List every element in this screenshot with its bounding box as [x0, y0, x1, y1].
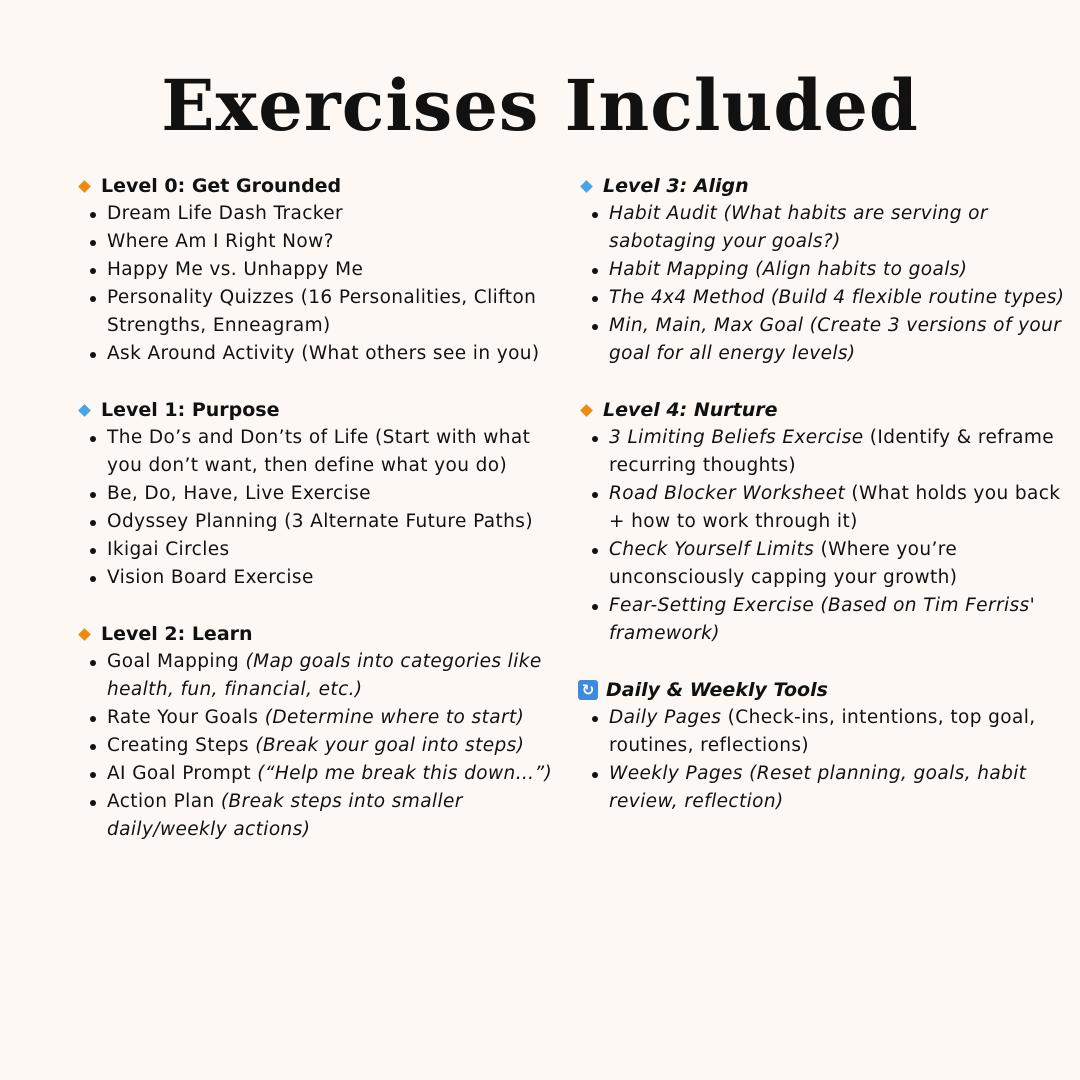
list-item: Be, Do, Have, Live Exercise: [76, 480, 566, 508]
exercise-list: [76, 200, 566, 368]
item-note: (Break your goal into steps): [255, 735, 525, 756]
list-item: Where Am I Right Now?: [76, 228, 566, 256]
list-item: Vision Board Exercise: [76, 564, 566, 592]
section-heading-label: Level 2: Learn: [101, 623, 253, 645]
list-item: Happy Me vs. Unhappy Me: [76, 256, 566, 284]
list-item: Habit Audit (What habits are serving or sabotaging your goals?): [578, 200, 1068, 256]
section-heading: [76, 396, 566, 424]
list-item: Min, Main, Max Goal (Create 3 versions of your goal for all energy levels): [578, 312, 1068, 368]
item-note: (Identify & reframe recurring thoughts): [609, 427, 1055, 476]
list-item: Ask Around Activity (What others see in you): [76, 340, 566, 368]
list-item: [578, 704, 1068, 760]
section-heading: [76, 620, 566, 648]
section-level-0: [76, 172, 566, 368]
item-title: Road Blocker Worksheet: [609, 483, 846, 504]
item-title: AI Goal Prompt: [107, 763, 258, 784]
section-level-1: [76, 396, 566, 592]
section-heading-label: Level 3: Align: [603, 175, 749, 197]
section-heading: [578, 172, 1068, 200]
list-item: [578, 536, 1068, 592]
orange-diamond-icon: [580, 404, 593, 417]
list-item: [76, 704, 566, 732]
section-heading: [578, 396, 1068, 424]
item-title: Weekly Pages (Reset planning, goals, habit review, reflection): [609, 763, 1027, 812]
section-heading-label: Level 0: Get Grounded: [101, 175, 342, 197]
section-heading: [76, 172, 566, 200]
list-item: Dream Life Dash Tracker: [76, 200, 566, 228]
section-heading-label: Level 1: Purpose: [101, 399, 280, 421]
page-title: Exercises Included: [161, 64, 919, 147]
list-item: [578, 592, 1068, 648]
item-note: (What holds you back + how to work through it): [609, 483, 1061, 532]
section-level-4: [578, 396, 1068, 648]
section-level-3: [578, 172, 1068, 368]
section-daily-weekly-tools: [578, 676, 1068, 816]
list-item: The Do’s and Don’ts of Life (Start with what you don’t want, then define what you do): [76, 424, 566, 480]
list-item: Personality Quizzes (16 Personalities, Clifton Strengths, Enneagram): [76, 284, 566, 340]
item-note: (Where you’re unconsciously capping your growth): [609, 539, 958, 588]
item-title: Creating Steps: [107, 735, 256, 756]
refresh-icon: ↻: [578, 680, 598, 700]
list-item: Ikigai Circles: [76, 536, 566, 564]
list-item: [578, 480, 1068, 536]
section-heading: [578, 676, 1068, 704]
item-title: Action Plan: [107, 791, 221, 812]
right-column: [578, 172, 1068, 844]
section-heading-label: Level 4: Nurture: [603, 399, 778, 421]
blue-diamond-icon: [78, 404, 91, 417]
item-note: (Break steps into smaller daily/weekly actions): [107, 791, 463, 840]
item-note: (Determine where to start): [264, 707, 525, 728]
list-item: [76, 732, 566, 760]
item-title: Daily Pages: [609, 707, 722, 728]
item-note: (Map goals into categories like health, fun, financial, etc.): [107, 651, 542, 700]
item-title: Check Yourself Limits: [609, 539, 815, 560]
item-note: (Check-ins, intentions, top goal, routines, reflections): [609, 707, 1036, 756]
list-item: [578, 760, 1068, 816]
item-title: Goal Mapping: [107, 651, 246, 672]
orange-diamond-icon: [78, 180, 91, 193]
exercise-list: [578, 200, 1068, 368]
list-item: [76, 648, 566, 704]
exercise-list: [578, 704, 1068, 816]
left-column: [76, 172, 566, 872]
section-level-2: [76, 620, 566, 844]
exercise-list: [578, 424, 1068, 648]
list-item: [76, 788, 566, 844]
orange-diamond-icon: [78, 628, 91, 641]
item-title: Fear-Setting Exercise (Based on Tim Ferriss' framework): [609, 595, 1036, 644]
item-title: Rate Your Goals: [107, 707, 265, 728]
list-item: The 4x4 Method (Build 4 flexible routine types): [578, 284, 1068, 312]
item-note: (“Help me break this down…”): [257, 763, 553, 784]
exercise-list: [76, 424, 566, 592]
section-heading-label: Daily & Weekly Tools: [606, 679, 828, 701]
list-item: [578, 424, 1068, 480]
list-item: Habit Mapping (Align habits to goals): [578, 256, 1068, 284]
item-title: 3 Limiting Beliefs Exercise: [609, 427, 864, 448]
blue-diamond-icon: [580, 180, 593, 193]
list-item: [76, 760, 566, 788]
list-item: Odyssey Planning (3 Alternate Future Paths): [76, 508, 566, 536]
exercise-list: [76, 648, 566, 844]
